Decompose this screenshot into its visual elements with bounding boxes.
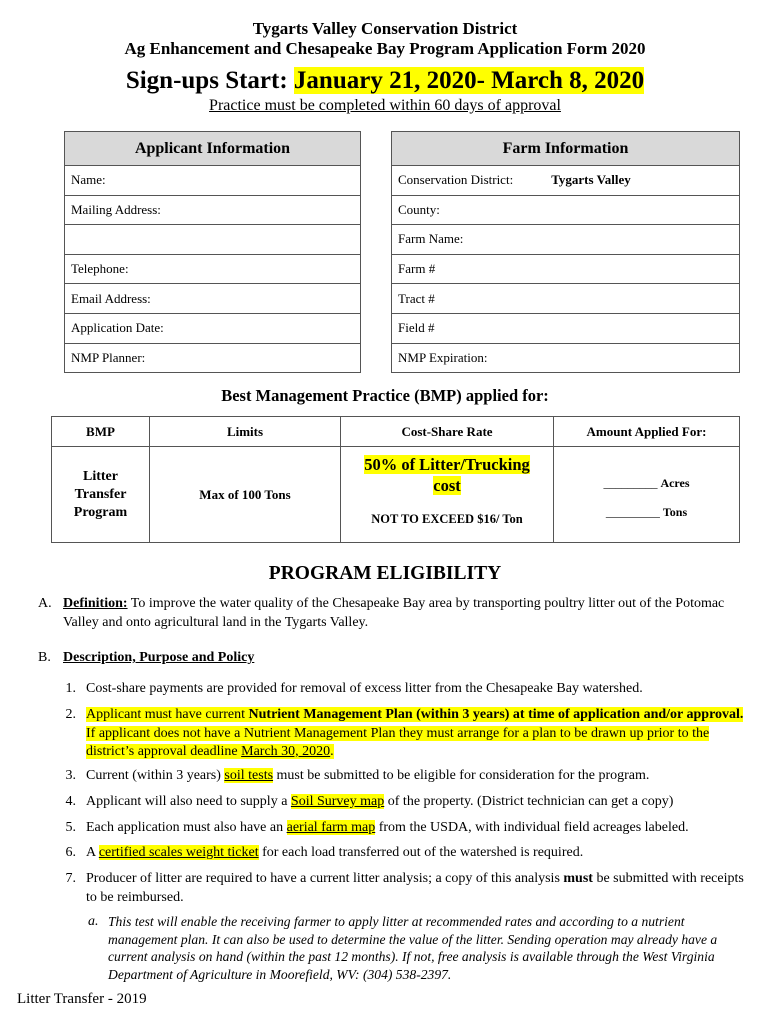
nmp-planner-field[interactable]: NMP Planner: bbox=[65, 343, 361, 373]
form-title: Ag Enhancement and Chesapeake Bay Program Application Form 2020 bbox=[124, 39, 646, 58]
item-1-number: 1. bbox=[65, 681, 76, 696]
item-6-text: A certified scales weight ticket for each load transferred out of the watershed is required. bbox=[86, 845, 584, 860]
signup-dates: January 21, 2020- March 8, 2020 bbox=[293, 67, 645, 94]
item-6-number: 6. bbox=[65, 845, 76, 860]
tons-label: Tons bbox=[662, 504, 688, 519]
item-5-text: Each application must also have an aerial farm map from the USDA, with individual field acreages labeled. bbox=[86, 820, 689, 835]
signup-label: Sign-ups Start: bbox=[125, 67, 294, 94]
tract-number-field[interactable]: Tract # bbox=[392, 284, 740, 314]
item-1-text: Cost-share payments are provided for removal of excess litter from the Chesapeake Bay watershed. bbox=[86, 681, 643, 696]
item-4-text: Applicant will also need to supply a Soil Survey map of the property. (District technician can get a copy) bbox=[86, 794, 674, 809]
eligibility-title: PROGRAM ELIGIBILITY bbox=[268, 563, 502, 584]
farm-name-field[interactable]: Farm Name: bbox=[392, 225, 740, 255]
item-4-number: 4. bbox=[65, 794, 76, 809]
bmp-title: Best Management Practice (BMP) applied for: bbox=[221, 386, 549, 405]
limits-value: Max of 100 Tons bbox=[150, 447, 341, 543]
acres-blank[interactable]: _________ bbox=[603, 475, 661, 490]
footer: Litter Transfer - 2019 bbox=[17, 991, 147, 1007]
district-value: Tygarts Valley bbox=[551, 172, 631, 188]
item-7-number: 7. bbox=[65, 871, 76, 886]
subitem-a-marker: a. bbox=[88, 914, 99, 929]
signup-period bbox=[0, 66, 770, 96]
tons-blank[interactable]: _________ bbox=[605, 504, 663, 519]
info-table bbox=[64, 131, 740, 373]
item-3-number: 3. bbox=[65, 768, 76, 783]
cost-share-cell bbox=[341, 447, 554, 543]
farm-number-field[interactable]: Farm # bbox=[392, 254, 740, 284]
applicant-name-field[interactable]: Name: bbox=[65, 166, 361, 196]
field-number-field[interactable]: Field # bbox=[392, 313, 740, 343]
mailing-address-field[interactable]: Mailing Address: bbox=[65, 195, 361, 225]
practice-note: Practice must be completed within 60 days of approval bbox=[209, 97, 561, 114]
bmp-name: Litter Transfer Program bbox=[52, 447, 150, 543]
district-name: Tygarts Valley Conservation District bbox=[252, 19, 518, 38]
mailing-address-line2-field[interactable] bbox=[65, 225, 361, 255]
bmp-col-header: BMP bbox=[52, 417, 150, 447]
limits-col-header: Limits bbox=[150, 417, 341, 447]
cost-share-col-header: Cost-Share Rate bbox=[341, 417, 554, 447]
definition-label: Definition: bbox=[63, 596, 128, 611]
email-address-field[interactable]: Email Address: bbox=[65, 284, 361, 314]
cost-share-rate: 50% of Litter/Trucking cost bbox=[364, 455, 530, 495]
subitem-a-text: This test will enable the receiving farmer to apply litter at recommended rates and according to a nutrient management plan. It can also be used to determine the value of the litter. Sending operation may already have a current analysis on hand (within the past 12 months). If not, free analysis is available through the West Virginia Department of Agriculture in Moorefield, WV: (304) 538-2397. bbox=[108, 914, 718, 982]
item-3-text: Current (within 3 years) soil tests must be submitted to be eligible for consideration for the program. bbox=[86, 768, 650, 783]
farm-info-header: Farm Information bbox=[392, 132, 740, 166]
amount-col-header: Amount Applied For: bbox=[554, 417, 740, 447]
cost-share-limit: NOT TO EXCEED $16/ Ton bbox=[371, 512, 523, 526]
applicant-info-header: Applicant Information bbox=[65, 132, 361, 166]
section-b-marker: B. bbox=[38, 650, 51, 665]
nmp-expiration-field[interactable]: NMP Expiration: bbox=[392, 343, 740, 373]
item-2-number: 2. bbox=[65, 707, 76, 722]
conservation-district-field[interactable]: Conservation District: Tygarts Valley bbox=[392, 166, 740, 196]
section-a-marker: A. bbox=[38, 596, 52, 611]
amount-cell bbox=[554, 447, 740, 543]
county-field[interactable]: County: bbox=[392, 195, 740, 225]
item-5-number: 5. bbox=[65, 820, 76, 835]
application-date-field[interactable]: Application Date: bbox=[65, 313, 361, 343]
description-label: Description, Purpose and Policy bbox=[63, 650, 255, 665]
acres-label: Acres bbox=[660, 475, 690, 490]
definition-paragraph bbox=[63, 595, 743, 632]
telephone-field[interactable]: Telephone: bbox=[65, 254, 361, 284]
bmp-table bbox=[51, 416, 740, 543]
item-2-text: Applicant must have current Nutrient Management Plan (within 3 years) at time of application and/or approval. If applicant does not have a Nutrient Management Plan they must arrange for a plan to be drawn up prior to the district’s approval deadline March 30, 2020. bbox=[86, 707, 744, 759]
definition-text: To improve the water quality of the Chesapeake Bay area by transporting poultry litter out of the Potomac Valley and onto agricultural land in the Tygarts Valley. bbox=[63, 596, 725, 630]
item-7-text: Producer of litter are required to have a current litter analysis; a copy of this analysis must be submitted with receipts to be reimbursed. bbox=[86, 871, 744, 905]
